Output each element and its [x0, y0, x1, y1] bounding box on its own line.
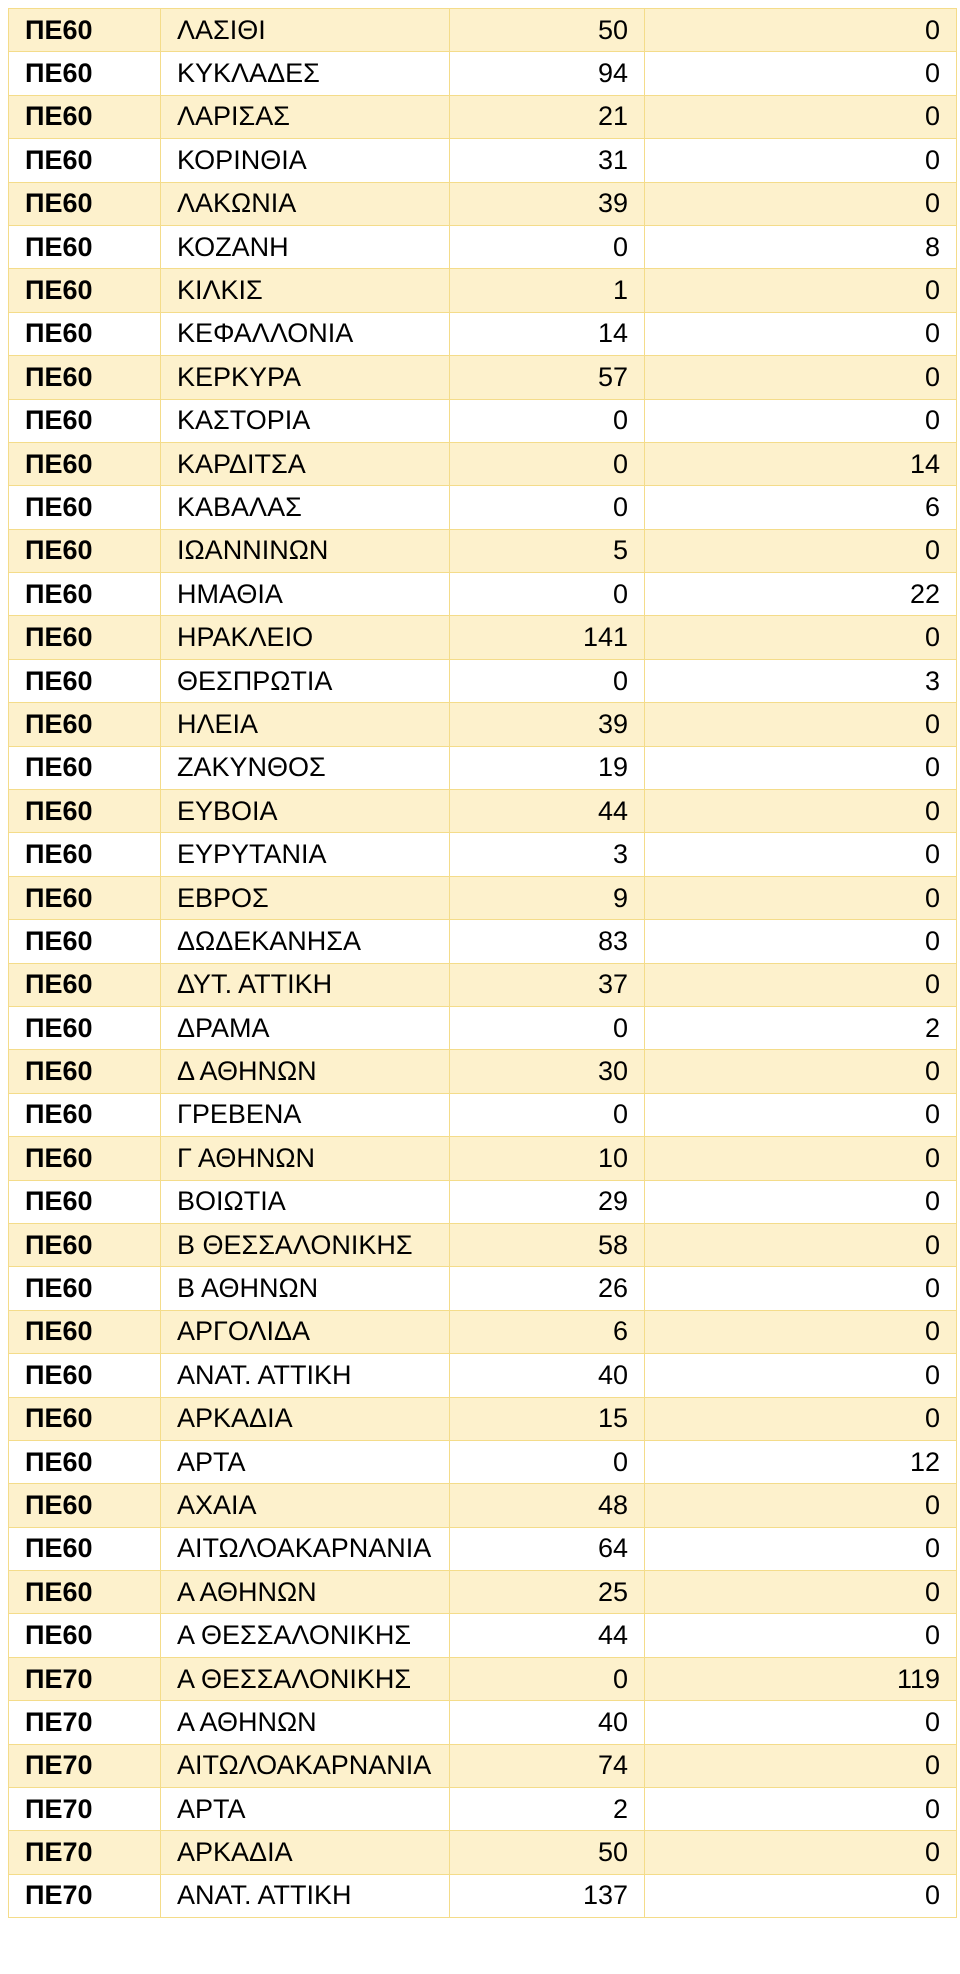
table-row — [9, 1093, 957, 1136]
second-count-cell: 0 — [645, 356, 957, 399]
second-count-cell: 0 — [645, 876, 957, 919]
specialty-code-cell: ΠΕ60 — [9, 1223, 161, 1266]
second-count-cell: 0 — [645, 9, 957, 52]
count-cell: 21 — [450, 95, 645, 138]
count-cell: 0 — [450, 225, 645, 268]
count-cell: 83 — [450, 920, 645, 963]
second-count-cell: 0 — [645, 1137, 957, 1180]
count-cell: 1 — [450, 269, 645, 312]
region-cell: Α ΑΘΗΝΩΝ — [161, 1701, 450, 1744]
second-count-cell: 0 — [645, 1223, 957, 1266]
table-row — [9, 876, 957, 919]
region-cell: ΔΩΔΕΚΑΝΗΣΑ — [161, 920, 450, 963]
count-cell: 0 — [450, 1657, 645, 1700]
region-cell: ΛΑΣΙΘΙ — [161, 9, 450, 52]
specialty-code-cell: ΠΕ70 — [9, 1657, 161, 1700]
count-cell: 48 — [450, 1484, 645, 1527]
region-cell: ΘΕΣΠΡΩΤΙΑ — [161, 659, 450, 702]
second-count-cell: 2 — [645, 1006, 957, 1049]
second-count-cell: 0 — [645, 529, 957, 572]
specialty-code-cell: ΠΕ60 — [9, 1267, 161, 1310]
count-cell: 29 — [450, 1180, 645, 1223]
table-row — [9, 1571, 957, 1614]
region-cell: ΚΟΡΙΝΘΙΑ — [161, 139, 450, 182]
count-cell: 26 — [450, 1267, 645, 1310]
specialty-code-cell: ΠΕ60 — [9, 659, 161, 702]
second-count-cell: 0 — [645, 139, 957, 182]
specialty-code-cell: ΠΕ60 — [9, 1137, 161, 1180]
table-row — [9, 356, 957, 399]
specialty-code-cell: ΠΕ60 — [9, 616, 161, 659]
region-cell: ΔΥΤ. ΑΤΤΙΚΗ — [161, 963, 450, 1006]
specialty-code-cell: ΠΕ60 — [9, 486, 161, 529]
count-cell: 5 — [450, 529, 645, 572]
region-cell: ΗΜΑΘΙΑ — [161, 573, 450, 616]
table-row — [9, 616, 957, 659]
table-row — [9, 833, 957, 876]
count-cell: 9 — [450, 876, 645, 919]
specialty-code-cell: ΠΕ70 — [9, 1874, 161, 1917]
table-row — [9, 1874, 957, 1917]
table-row — [9, 312, 957, 355]
region-cell: ΙΩΑΝΝΙΝΩΝ — [161, 529, 450, 572]
second-count-cell: 0 — [645, 1788, 957, 1831]
second-count-cell: 0 — [645, 52, 957, 95]
specialty-code-cell: ΠΕ60 — [9, 95, 161, 138]
second-count-cell: 0 — [645, 1354, 957, 1397]
region-cell: ΖΑΚΥΝΘΟΣ — [161, 746, 450, 789]
specialty-code-cell: ΠΕ60 — [9, 269, 161, 312]
specialty-code-cell: ΠΕ60 — [9, 529, 161, 572]
second-count-cell: 0 — [645, 1050, 957, 1093]
second-count-cell: 6 — [645, 486, 957, 529]
table-row — [9, 9, 957, 52]
specialty-code-cell: ΠΕ60 — [9, 746, 161, 789]
count-cell: 0 — [450, 1006, 645, 1049]
second-count-cell: 0 — [645, 1744, 957, 1787]
count-cell: 0 — [450, 659, 645, 702]
region-cell: Δ ΑΘΗΝΩΝ — [161, 1050, 450, 1093]
count-cell: 3 — [450, 833, 645, 876]
count-cell: 40 — [450, 1354, 645, 1397]
table-row — [9, 442, 957, 485]
region-cell: ΑΡΤΑ — [161, 1440, 450, 1483]
second-count-cell: 0 — [645, 920, 957, 963]
table-row — [9, 1006, 957, 1049]
region-cell: ΕΥΡΥΤΑΝΙΑ — [161, 833, 450, 876]
table-row — [9, 529, 957, 572]
second-count-cell: 0 — [645, 1701, 957, 1744]
region-cell: Β ΑΘΗΝΩΝ — [161, 1267, 450, 1310]
second-count-cell: 0 — [645, 269, 957, 312]
specialty-code-cell: ΠΕ60 — [9, 356, 161, 399]
specialty-code-cell: ΠΕ60 — [9, 1354, 161, 1397]
second-count-cell: 8 — [645, 225, 957, 268]
count-cell: 6 — [450, 1310, 645, 1353]
table-row — [9, 1310, 957, 1353]
table-row — [9, 399, 957, 442]
second-count-cell: 119 — [645, 1657, 957, 1700]
specialty-code-cell: ΠΕ60 — [9, 1397, 161, 1440]
table-row — [9, 139, 957, 182]
region-cell: ΑΡΚΑΔΙΑ — [161, 1831, 450, 1874]
specialty-code-cell: ΠΕ60 — [9, 1527, 161, 1570]
specialty-code-cell: ΠΕ60 — [9, 1093, 161, 1136]
second-count-cell: 0 — [645, 1874, 957, 1917]
second-count-cell: 0 — [645, 1397, 957, 1440]
table-row — [9, 1223, 957, 1266]
region-cell: ΚΑΡΔΙΤΣΑ — [161, 442, 450, 485]
region-cell: ΑΝΑΤ. ΑΤΤΙΚΗ — [161, 1354, 450, 1397]
data-table — [8, 8, 957, 1918]
second-count-cell: 0 — [645, 616, 957, 659]
second-count-cell: 0 — [645, 312, 957, 355]
table-row — [9, 95, 957, 138]
table-row — [9, 1267, 957, 1310]
second-count-cell: 14 — [645, 442, 957, 485]
second-count-cell: 0 — [645, 746, 957, 789]
count-cell: 0 — [450, 1440, 645, 1483]
table-row — [9, 1788, 957, 1831]
specialty-code-cell: ΠΕ60 — [9, 225, 161, 268]
table-row — [9, 703, 957, 746]
region-cell: ΗΡΑΚΛΕΙΟ — [161, 616, 450, 659]
count-cell: 0 — [450, 399, 645, 442]
count-cell: 39 — [450, 182, 645, 225]
table-body — [9, 9, 957, 1918]
second-count-cell: 0 — [645, 790, 957, 833]
second-count-cell: 12 — [645, 1440, 957, 1483]
second-count-cell: 0 — [645, 1571, 957, 1614]
count-cell: 50 — [450, 9, 645, 52]
count-cell: 94 — [450, 52, 645, 95]
second-count-cell: 0 — [645, 95, 957, 138]
table-row — [9, 225, 957, 268]
second-count-cell: 0 — [645, 1614, 957, 1657]
specialty-code-cell: ΠΕ60 — [9, 1050, 161, 1093]
second-count-cell: 0 — [645, 833, 957, 876]
count-cell: 40 — [450, 1701, 645, 1744]
region-cell: ΑΧΑΙΑ — [161, 1484, 450, 1527]
table-row — [9, 1137, 957, 1180]
second-count-cell: 0 — [645, 1267, 957, 1310]
count-cell: 30 — [450, 1050, 645, 1093]
count-cell: 0 — [450, 486, 645, 529]
count-cell: 39 — [450, 703, 645, 746]
table-row — [9, 1440, 957, 1483]
region-cell: ΑΡΓΟΛΙΔΑ — [161, 1310, 450, 1353]
count-cell: 0 — [450, 1093, 645, 1136]
count-cell: 64 — [450, 1527, 645, 1570]
region-cell: ΕΥΒΟΙΑ — [161, 790, 450, 833]
specialty-code-cell: ΠΕ60 — [9, 1180, 161, 1223]
specialty-code-cell: ΠΕ60 — [9, 312, 161, 355]
specialty-code-cell: ΠΕ60 — [9, 52, 161, 95]
region-cell: ΛΑΡΙΣΑΣ — [161, 95, 450, 138]
specialty-code-cell: ΠΕ70 — [9, 1744, 161, 1787]
table-row — [9, 1614, 957, 1657]
specialty-code-cell: ΠΕ60 — [9, 9, 161, 52]
table-row — [9, 573, 957, 616]
table-row — [9, 1397, 957, 1440]
table-row — [9, 920, 957, 963]
table-row — [9, 486, 957, 529]
region-cell: Β ΘΕΣΣΑΛΟΝΙΚΗΣ — [161, 1223, 450, 1266]
specialty-code-cell: ΠΕ70 — [9, 1788, 161, 1831]
region-cell: ΔΡΑΜΑ — [161, 1006, 450, 1049]
region-cell: ΚΕΦΑΛΛΟΝΙΑ — [161, 312, 450, 355]
second-count-cell: 0 — [645, 963, 957, 1006]
second-count-cell: 0 — [645, 1831, 957, 1874]
count-cell: 74 — [450, 1744, 645, 1787]
count-cell: 137 — [450, 1874, 645, 1917]
region-cell: ΑΙΤΩΛΟΑΚΑΡΝΑΝΙΑ — [161, 1744, 450, 1787]
specialty-code-cell: ΠΕ60 — [9, 790, 161, 833]
second-count-cell: 0 — [645, 182, 957, 225]
region-cell: ΑΝΑΤ. ΑΤΤΙΚΗ — [161, 1874, 450, 1917]
table-row — [9, 746, 957, 789]
count-cell: 15 — [450, 1397, 645, 1440]
region-cell: ΛΑΚΩΝΙΑ — [161, 182, 450, 225]
second-count-cell: 0 — [645, 399, 957, 442]
count-cell: 141 — [450, 616, 645, 659]
specialty-code-cell: ΠΕ60 — [9, 920, 161, 963]
table-row — [9, 1744, 957, 1787]
region-cell: ΚΕΡΚΥΡΑ — [161, 356, 450, 399]
specialty-code-cell: ΠΕ60 — [9, 1571, 161, 1614]
second-count-cell: 0 — [645, 1310, 957, 1353]
count-cell: 25 — [450, 1571, 645, 1614]
specialty-code-cell: ΠΕ70 — [9, 1831, 161, 1874]
table-row — [9, 1180, 957, 1223]
table-row — [9, 1527, 957, 1570]
table-row — [9, 52, 957, 95]
table-row — [9, 1657, 957, 1700]
count-cell: 2 — [450, 1788, 645, 1831]
second-count-cell: 0 — [645, 703, 957, 746]
region-cell: ΚΟΖΑΝΗ — [161, 225, 450, 268]
region-cell: ΕΒΡΟΣ — [161, 876, 450, 919]
count-cell: 19 — [450, 746, 645, 789]
count-cell: 31 — [450, 139, 645, 182]
count-cell: 57 — [450, 356, 645, 399]
region-cell: ΓΡΕΒΕΝΑ — [161, 1093, 450, 1136]
count-cell: 44 — [450, 790, 645, 833]
second-count-cell: 0 — [645, 1484, 957, 1527]
region-cell: ΚΙΛΚΙΣ — [161, 269, 450, 312]
table-row — [9, 790, 957, 833]
specialty-code-cell: ΠΕ60 — [9, 963, 161, 1006]
specialty-code-cell: ΠΕ60 — [9, 182, 161, 225]
specialty-code-cell: ΠΕ60 — [9, 139, 161, 182]
specialty-code-cell: ΠΕ60 — [9, 1440, 161, 1483]
specialty-code-cell: ΠΕ60 — [9, 399, 161, 442]
table-row — [9, 1050, 957, 1093]
specialty-code-cell: ΠΕ60 — [9, 442, 161, 485]
count-cell: 50 — [450, 1831, 645, 1874]
region-cell: Α ΑΘΗΝΩΝ — [161, 1571, 450, 1614]
region-cell: ΚΑΒΑΛΑΣ — [161, 486, 450, 529]
count-cell: 14 — [450, 312, 645, 355]
specialty-code-cell: ΠΕ70 — [9, 1701, 161, 1744]
table-row — [9, 963, 957, 1006]
count-cell: 0 — [450, 442, 645, 485]
count-cell: 37 — [450, 963, 645, 1006]
table-row — [9, 1701, 957, 1744]
region-cell: ΗΛΕΙΑ — [161, 703, 450, 746]
specialty-code-cell: ΠΕ60 — [9, 573, 161, 616]
region-cell: ΑΡΤΑ — [161, 1788, 450, 1831]
specialty-code-cell: ΠΕ60 — [9, 833, 161, 876]
region-cell: ΚΑΣΤΟΡΙΑ — [161, 399, 450, 442]
region-cell: Γ ΑΘΗΝΩΝ — [161, 1137, 450, 1180]
specialty-code-cell: ΠΕ60 — [9, 1614, 161, 1657]
specialty-code-cell: ΠΕ60 — [9, 1006, 161, 1049]
second-count-cell: 0 — [645, 1180, 957, 1223]
region-cell: ΚΥΚΛΑΔΕΣ — [161, 52, 450, 95]
specialty-code-cell: ΠΕ60 — [9, 703, 161, 746]
specialty-code-cell: ΠΕ60 — [9, 1484, 161, 1527]
region-cell: ΒΟΙΩΤΙΑ — [161, 1180, 450, 1223]
region-cell: Α ΘΕΣΣΑΛΟΝΙΚΗΣ — [161, 1614, 450, 1657]
second-count-cell: 0 — [645, 1527, 957, 1570]
table-row — [9, 1354, 957, 1397]
specialty-code-cell: ΠΕ60 — [9, 1310, 161, 1353]
region-cell: ΑΡΚΑΔΙΑ — [161, 1397, 450, 1440]
region-cell: Α ΘΕΣΣΑΛΟΝΙΚΗΣ — [161, 1657, 450, 1700]
table-row — [9, 182, 957, 225]
table-row — [9, 1484, 957, 1527]
count-cell: 44 — [450, 1614, 645, 1657]
second-count-cell: 0 — [645, 1093, 957, 1136]
second-count-cell: 22 — [645, 573, 957, 616]
second-count-cell: 3 — [645, 659, 957, 702]
table-row — [9, 659, 957, 702]
table-row — [9, 269, 957, 312]
specialty-code-cell: ΠΕ60 — [9, 876, 161, 919]
count-cell: 58 — [450, 1223, 645, 1266]
count-cell: 0 — [450, 573, 645, 616]
table-row — [9, 1831, 957, 1874]
region-cell: ΑΙΤΩΛΟΑΚΑΡΝΑΝΙΑ — [161, 1527, 450, 1570]
count-cell: 10 — [450, 1137, 645, 1180]
